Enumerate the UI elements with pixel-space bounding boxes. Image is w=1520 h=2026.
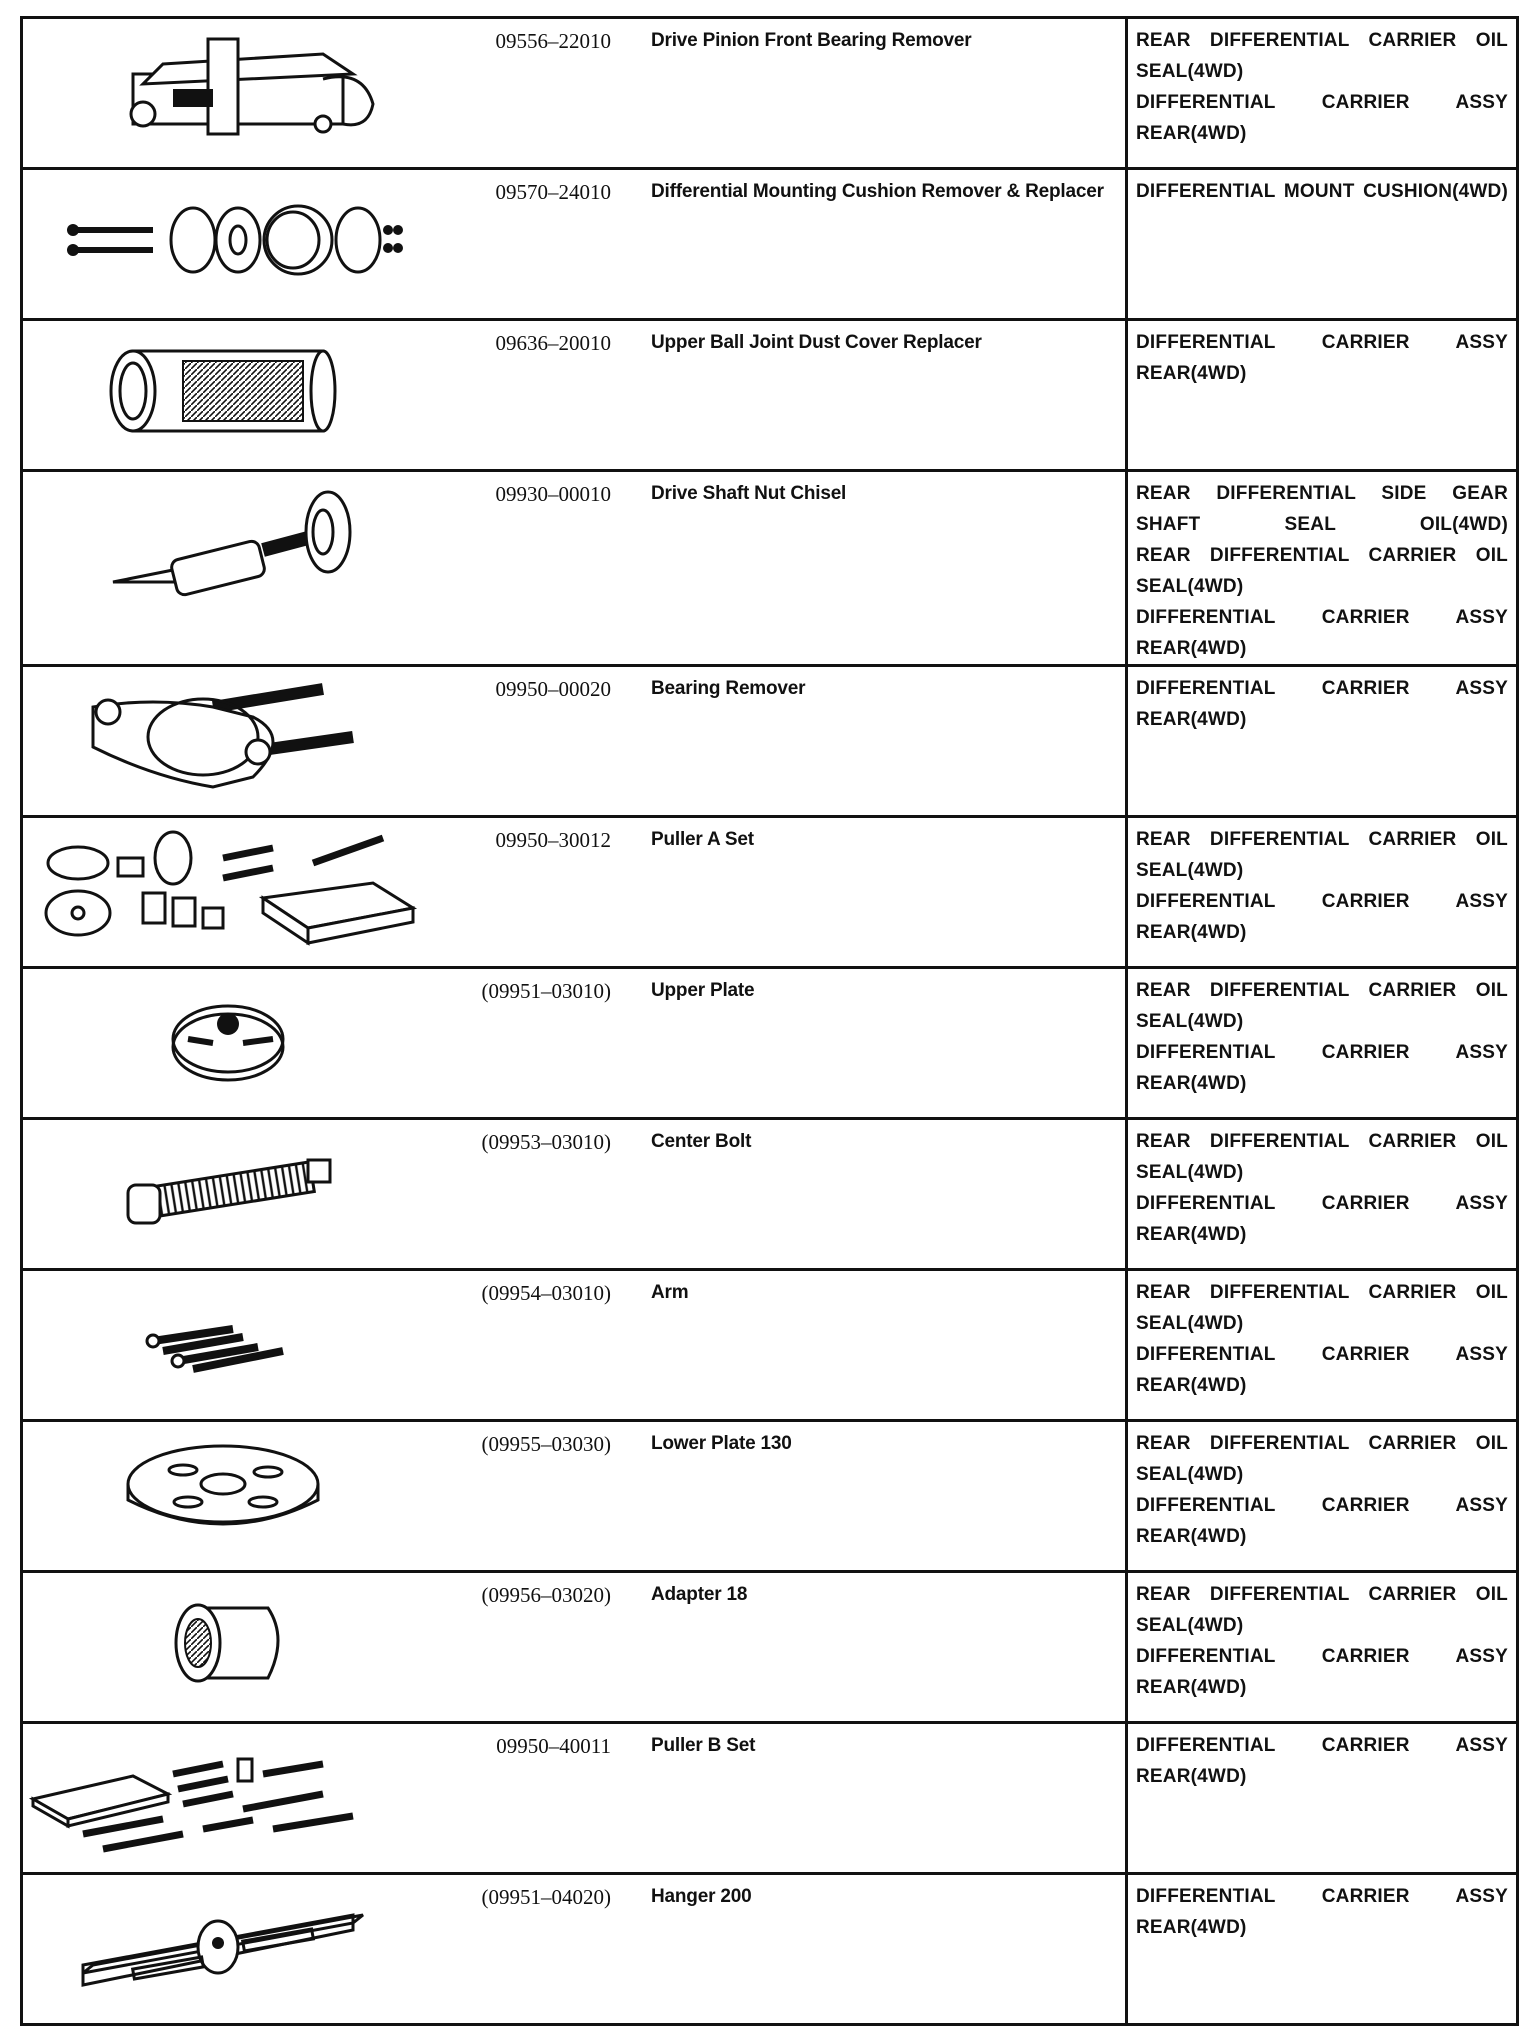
special-service-tools-table xyxy=(20,16,1519,2026)
usage-line: DIFFERENTIAL CARRIER ASSY REAR(4WD) xyxy=(1136,678,1508,730)
tool-name: Adapter 18 xyxy=(617,1572,1127,1723)
usage-line: REAR DIFFERENTIAL CARRIER OIL SEAL(4WD) xyxy=(1136,1433,1508,1485)
tool-illustration-cell xyxy=(22,169,444,320)
tool-name: Puller A Set xyxy=(617,817,1127,968)
tool-usage xyxy=(1127,666,1518,817)
tool-name: Upper Plate xyxy=(617,968,1127,1119)
tool-illustration-cell xyxy=(22,817,444,968)
tool-part-number: (09954–03010) xyxy=(443,1270,617,1421)
table-row xyxy=(22,968,1518,1119)
usage-line: REAR DIFFERENTIAL CARRIER OIL SEAL(4WD) xyxy=(1136,545,1508,597)
usage-line: REAR DIFFERENTIAL CARRIER OIL SEAL(4WD) xyxy=(1136,829,1508,881)
tool-illustration-cell xyxy=(22,18,444,169)
tool-name: Bearing Remover xyxy=(617,666,1127,817)
lower-plate-illustration xyxy=(23,1422,443,1560)
tool-part-number: 09570–24010 xyxy=(443,169,617,320)
usage-line: DIFFERENTIAL CARRIER ASSY REAR(4WD) xyxy=(1136,1495,1508,1547)
adapter-illustration xyxy=(23,1573,443,1711)
tool-illustration-cell xyxy=(22,1119,444,1270)
tool-illustration-cell xyxy=(22,968,444,1119)
usage-line: DIFFERENTIAL CARRIER ASSY REAR(4WD) xyxy=(1136,891,1508,943)
tool-usage xyxy=(1127,18,1518,169)
usage-line: DIFFERENTIAL CARRIER ASSY REAR(4WD) xyxy=(1136,607,1508,659)
tool-name: Differential Mounting Cushion Remover & Replacer xyxy=(617,169,1127,320)
usage-line: REAR DIFFERENTIAL CARRIER OIL SEAL(4WD) xyxy=(1136,30,1508,82)
tool-usage xyxy=(1127,169,1518,320)
tool-part-number: 09950–40011 xyxy=(443,1723,617,1874)
dust-cover-replacer-illustration xyxy=(23,321,443,459)
tool-usage xyxy=(1127,1421,1518,1572)
tool-part-number: 09950–00020 xyxy=(443,666,617,817)
tool-usage xyxy=(1127,320,1518,471)
table-row xyxy=(22,666,1518,817)
tool-part-number: 09636–20010 xyxy=(443,320,617,471)
tool-usage xyxy=(1127,1723,1518,1874)
tool-part-number: (09951–04020) xyxy=(443,1874,617,2025)
usage-line: REAR DIFFERENTIAL SIDE GEAR SHAFT SEAL OIL(4WD) xyxy=(1136,483,1508,535)
tool-usage xyxy=(1127,471,1518,666)
drive-shaft-nut-chisel-illustration xyxy=(23,472,443,610)
tool-name: Center Bolt xyxy=(617,1119,1127,1270)
center-bolt-illustration xyxy=(23,1120,443,1258)
tool-name: Arm xyxy=(617,1270,1127,1421)
tool-usage xyxy=(1127,1119,1518,1270)
tool-name: Puller B Set xyxy=(617,1723,1127,1874)
tool-illustration-cell xyxy=(22,320,444,471)
bearing-remover-illustration xyxy=(23,667,443,805)
differential-mounting-cushion-tool-illustration xyxy=(23,170,443,308)
table-row xyxy=(22,1874,1518,2025)
tool-part-number: (09951–03010) xyxy=(443,968,617,1119)
usage-line: REAR DIFFERENTIAL CARRIER OIL SEAL(4WD) xyxy=(1136,980,1508,1032)
usage-line: DIFFERENTIAL CARRIER ASSY REAR(4WD) xyxy=(1136,1886,1508,1938)
usage-line: REAR DIFFERENTIAL CARRIER OIL SEAL(4WD) xyxy=(1136,1131,1508,1183)
tool-part-number: (09953–03010) xyxy=(443,1119,617,1270)
table-row xyxy=(22,1723,1518,1874)
table-row xyxy=(22,1270,1518,1421)
table-row xyxy=(22,1119,1518,1270)
usage-line: REAR DIFFERENTIAL CARRIER OIL SEAL(4WD) xyxy=(1136,1584,1508,1636)
table-row xyxy=(22,1421,1518,1572)
hanger-illustration xyxy=(23,1875,443,2013)
tool-illustration-cell xyxy=(22,1874,444,2025)
upper-plate-illustration xyxy=(23,969,443,1107)
tool-illustration-cell xyxy=(22,1270,444,1421)
usage-line: DIFFERENTIAL MOUNT CUSHION(4WD) xyxy=(1136,181,1508,202)
arm-illustration xyxy=(23,1271,443,1409)
drive-pinion-front-bearing-remover-illustration xyxy=(23,19,443,157)
table-row xyxy=(22,817,1518,968)
table-row xyxy=(22,1572,1518,1723)
usage-line: REAR DIFFERENTIAL CARRIER OIL SEAL(4WD) xyxy=(1136,1282,1508,1334)
tool-name: Lower Plate 130 xyxy=(617,1421,1127,1572)
tool-usage xyxy=(1127,1874,1518,2025)
tool-name: Drive Pinion Front Bearing Remover xyxy=(617,18,1127,169)
tool-name: Hanger 200 xyxy=(617,1874,1127,2025)
usage-line: DIFFERENTIAL CARRIER ASSY REAR(4WD) xyxy=(1136,1042,1508,1094)
tool-illustration-cell xyxy=(22,1421,444,1572)
tool-part-number: 09950–30012 xyxy=(443,817,617,968)
table-row xyxy=(22,320,1518,471)
usage-line: DIFFERENTIAL CARRIER ASSY REAR(4WD) xyxy=(1136,1735,1508,1787)
table-row xyxy=(22,169,1518,320)
usage-line: DIFFERENTIAL CARRIER ASSY REAR(4WD) xyxy=(1136,1344,1508,1396)
tool-part-number: 09556–22010 xyxy=(443,18,617,169)
usage-line: DIFFERENTIAL CARRIER ASSY REAR(4WD) xyxy=(1136,92,1508,144)
usage-line: DIFFERENTIAL CARRIER ASSY REAR(4WD) xyxy=(1136,332,1508,384)
tool-usage xyxy=(1127,968,1518,1119)
usage-line: DIFFERENTIAL CARRIER ASSY REAR(4WD) xyxy=(1136,1193,1508,1245)
tool-illustration-cell xyxy=(22,471,444,666)
tool-name: Drive Shaft Nut Chisel xyxy=(617,471,1127,666)
tool-part-number: (09956–03020) xyxy=(443,1572,617,1723)
table-row xyxy=(22,18,1518,169)
tool-usage xyxy=(1127,1270,1518,1421)
table-row xyxy=(22,471,1518,666)
tool-name: Upper Ball Joint Dust Cover Replacer xyxy=(617,320,1127,471)
tool-illustration-cell xyxy=(22,1723,444,1874)
tool-illustration-cell xyxy=(22,1572,444,1723)
puller-a-set-illustration xyxy=(23,818,443,956)
puller-b-set-illustration xyxy=(23,1724,443,1862)
tool-usage xyxy=(1127,1572,1518,1723)
tool-illustration-cell xyxy=(22,666,444,817)
usage-line: DIFFERENTIAL CARRIER ASSY REAR(4WD) xyxy=(1136,1646,1508,1698)
tool-usage xyxy=(1127,817,1518,968)
tool-part-number: 09930–00010 xyxy=(443,471,617,666)
tool-part-number: (09955–03030) xyxy=(443,1421,617,1572)
